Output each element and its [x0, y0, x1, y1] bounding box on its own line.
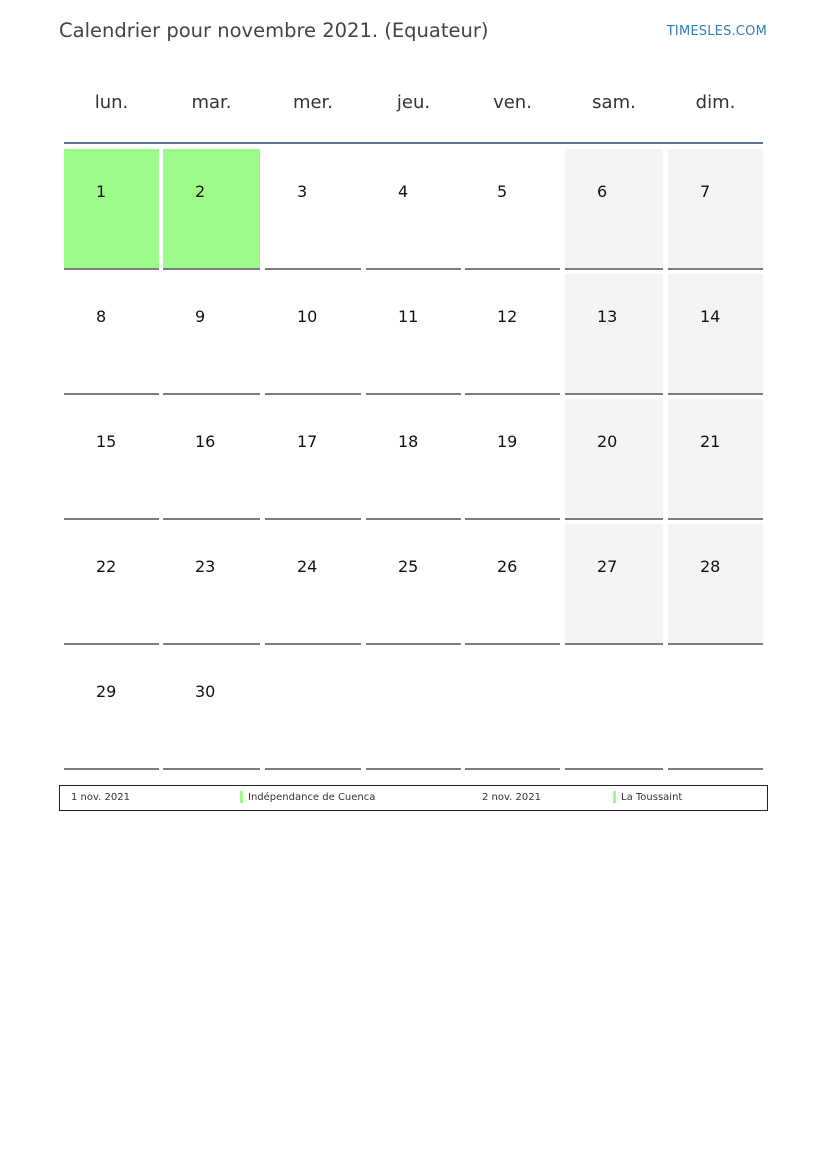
day-cell[interactable]	[565, 524, 663, 645]
day-cell[interactable]	[163, 524, 260, 645]
day-number: 24	[297, 557, 318, 576]
day-number: 16	[195, 432, 216, 451]
weekday-label: jeu.	[396, 92, 431, 113]
weekday-label: mer.	[292, 92, 334, 113]
day-cell[interactable]	[265, 524, 361, 645]
day-number: 12	[497, 307, 518, 326]
day-cell[interactable]	[668, 399, 763, 520]
day-number: 18	[398, 432, 419, 451]
site-link[interactable]: TIMESLES.COM	[666, 24, 767, 39]
holiday-legend	[59, 785, 768, 811]
header-divider	[64, 142, 763, 144]
day-cell[interactable]	[465, 149, 560, 270]
legend-date: 2 nov. 2021	[482, 792, 541, 803]
day-number: 26	[497, 557, 518, 576]
day-number: 27	[597, 557, 618, 576]
day-number: 11	[398, 307, 419, 326]
day-cell[interactable]	[163, 399, 260, 520]
day-number: 15	[96, 432, 117, 451]
day-cell[interactable]	[64, 399, 159, 520]
weekday-label: lun.	[94, 92, 129, 113]
day-cell[interactable]	[366, 399, 461, 520]
day-number: 6	[597, 182, 608, 201]
day-cell[interactable]	[668, 524, 763, 645]
weekday-label: sam.	[592, 92, 636, 113]
day-cell[interactable]	[366, 524, 461, 645]
empty-day-cell	[668, 649, 763, 770]
day-number: 14	[700, 307, 721, 326]
day-cell[interactable]	[163, 274, 260, 395]
day-number: 2	[195, 182, 206, 201]
legend-holiday-name: Indépendance de Cuenca	[248, 792, 376, 803]
empty-day-cell	[465, 649, 560, 770]
day-number: 3	[297, 182, 308, 201]
day-number: 25	[398, 557, 419, 576]
empty-day-cell	[366, 649, 461, 770]
day-number: 20	[597, 432, 618, 451]
day-cell[interactable]	[163, 149, 260, 270]
legend-swatch	[613, 791, 616, 803]
day-number: 7	[700, 182, 711, 201]
day-cell[interactable]	[668, 149, 763, 270]
weekday-header-row	[64, 92, 763, 118]
day-number: 19	[497, 432, 518, 451]
day-cell[interactable]	[64, 274, 159, 395]
day-cell[interactable]	[265, 274, 361, 395]
day-cell[interactable]	[64, 524, 159, 645]
page-title: Calendrier pour novembre 2021. (Equateur)	[59, 19, 489, 42]
day-number: 17	[297, 432, 318, 451]
day-cell[interactable]	[565, 399, 663, 520]
day-number: 9	[195, 307, 206, 326]
day-cell[interactable]	[565, 274, 663, 395]
day-number: 13	[597, 307, 618, 326]
day-number: 23	[195, 557, 216, 576]
day-number: 4	[398, 182, 409, 201]
day-number: 5	[497, 182, 508, 201]
day-number: 21	[700, 432, 721, 451]
day-cell[interactable]	[64, 149, 159, 270]
day-cell[interactable]	[265, 399, 361, 520]
day-cell[interactable]	[366, 149, 461, 270]
day-number: 30	[195, 682, 216, 701]
empty-day-cell	[565, 649, 663, 770]
day-cell[interactable]	[668, 274, 763, 395]
legend-swatch	[240, 791, 243, 803]
day-cell[interactable]	[163, 649, 260, 770]
day-cell[interactable]	[465, 524, 560, 645]
legend-holiday-name: La Toussaint	[621, 792, 683, 803]
day-number: 1	[96, 182, 107, 201]
day-number: 29	[96, 682, 117, 701]
empty-day-cell	[265, 649, 361, 770]
day-cell[interactable]	[465, 274, 560, 395]
day-cell[interactable]	[565, 149, 663, 270]
legend-date: 1 nov. 2021	[71, 792, 130, 803]
day-number: 8	[96, 307, 107, 326]
day-number: 28	[700, 557, 721, 576]
day-number: 22	[96, 557, 117, 576]
day-cell[interactable]	[265, 149, 361, 270]
weekday-label: ven.	[493, 92, 532, 113]
weekday-label: mar.	[191, 92, 232, 113]
weekday-label: dim.	[695, 92, 736, 113]
day-number: 10	[297, 307, 318, 326]
day-cell[interactable]	[465, 399, 560, 520]
day-cell[interactable]	[64, 649, 159, 770]
day-cell[interactable]	[366, 274, 461, 395]
